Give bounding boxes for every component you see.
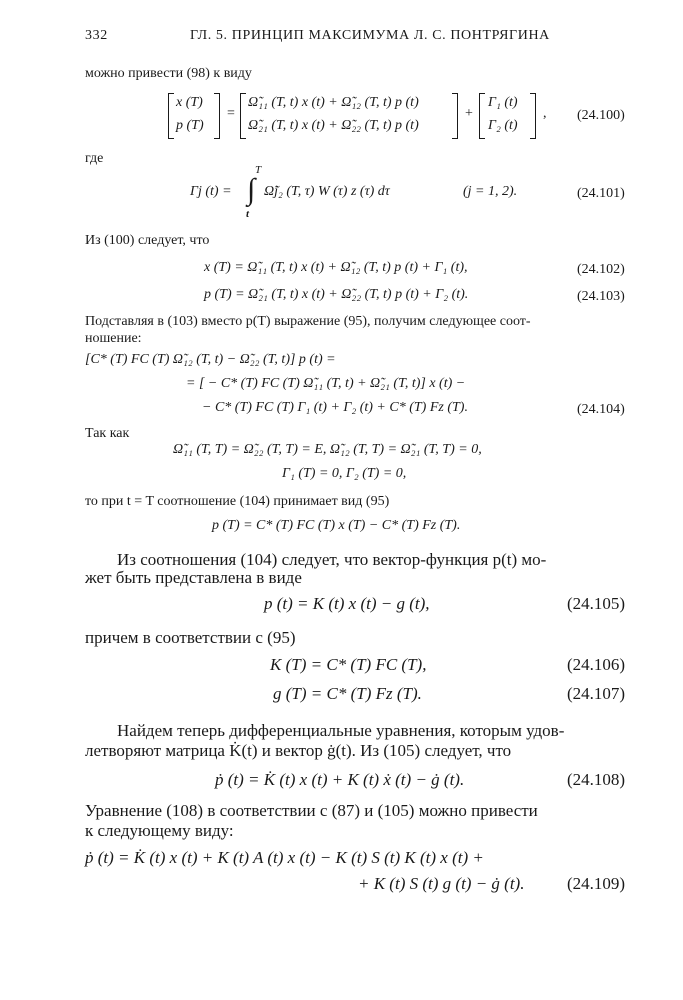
vector-entry: x (T) <box>176 95 203 110</box>
comma: , <box>543 106 547 121</box>
equation-95-form: p (T) = C* (T) FC (T) x (T) − C* (T) Fz (T). <box>212 518 461 533</box>
equation-number: (24.105) <box>567 594 626 613</box>
equation-24-104-line-1: [C* (T) FC (T) Ω̃₁₂ (T, t) − Ω̃₂₂ (T, t)] p (t) = <box>85 352 336 367</box>
identity-line-1: Ω̃₁₁ (T, T) = Ω̃₂₂ (T, T) = E, Ω̃₁₂ (T, T) = Ω̃₂₁ (T, T) = 0, <box>173 442 482 457</box>
integral-body: Ω̃j₂ (T, τ) W (τ) z (τ) dτ <box>264 184 390 199</box>
equation-number: (24.103) <box>577 289 625 304</box>
equation-number: (24.109) <box>567 874 626 893</box>
equation-number: (24.104) <box>577 402 625 417</box>
equation-24-108: ṗ (t) = K̇ (t) x (t) + K (t) ẋ (t) − ġ (t). <box>215 770 465 789</box>
bracket-right <box>452 93 458 139</box>
equation-24-109-line-2: + K (t) S (t) g (t) − ġ (t). <box>358 874 525 893</box>
integral-lower-limit: t <box>246 208 250 220</box>
equation-24-105: p (t) = K (t) x (t) − g (t), <box>264 594 430 613</box>
equation-number: (24.107) <box>567 684 626 703</box>
equals-sign: = <box>227 106 235 121</box>
index-condition: (j = 1, 2). <box>463 184 518 199</box>
equation-24-103: p (T) = Ω̃₂₁ (T, t) x (t) + Ω̃₂₂ (T, t) p (t) + Γ₂ (t). <box>204 287 469 302</box>
vector-entry: Γ₂ (t) <box>488 118 518 133</box>
text-line: Найдем теперь дифференциальные уравнения, которым удов- <box>117 721 565 740</box>
text-line: ношение: <box>85 331 142 346</box>
equation-24-109-line-1: ṗ (t) = K̇ (t) x (t) + K (t) A (t) x (t) − K (t) S (t) K (t) x (t) + <box>85 848 484 867</box>
text-line: к следующему виду: <box>85 821 234 840</box>
page-number: 332 <box>85 28 108 43</box>
integral-sign: ∫ <box>247 173 256 206</box>
equation-24-106: K (T) = C* (T) FC (T), <box>270 655 427 674</box>
text-line: причем в соответствии с (95) <box>85 628 296 647</box>
bracket-left <box>240 93 246 139</box>
equation-24-102: x (T) = Ω̃₁₁ (T, t) x (t) + Ω̃₁₂ (T, t) p (t) + Γ₁ (t), <box>204 260 468 275</box>
equation-number: (24.100) <box>577 108 625 123</box>
text-line: Так как <box>85 426 130 441</box>
bracket-left <box>479 93 485 139</box>
equation-24-104-line-3: − C* (T) FC (T) Γ₁ (t) + Γ₂ (t) + C* (T) Fz (T). <box>202 400 468 415</box>
plus-sign: + <box>465 106 473 121</box>
bracket-right <box>530 93 536 139</box>
equation-24-107: g (T) = C* (T) Fz (T). <box>273 684 422 703</box>
equation-number: (24.101) <box>577 186 625 201</box>
vector-entry: p (T) <box>176 118 204 133</box>
text-line: где <box>85 151 104 166</box>
equation-number: (24.108) <box>567 770 626 789</box>
equation-number: (24.102) <box>577 262 625 277</box>
text-line: жет быть представлена в виде <box>85 568 302 587</box>
text-line: можно привести (98) к виду <box>85 66 252 81</box>
equation-24-104-line-2: = [ − C* (T) FC (T) Ω̃₁₁ (T, t) + Ω̃₂₁ (T, t)] x (t) − <box>186 376 466 391</box>
equation-number: (24.106) <box>567 655 626 674</box>
text-line: летворяют матрица K̇(t) и вектор ġ(t). Из (105) следует, что <box>85 741 512 760</box>
text-line: Из (100) следует, что <box>85 233 210 248</box>
text-line: Подставляя в (103) вместо p(T) выражение (95), получим следующее соот- <box>85 314 531 329</box>
text-line: то при t = T соотношение (104) принимает вид (95) <box>85 494 390 509</box>
equation-lhs: Γj (t) = <box>190 184 232 199</box>
matrix-entry: Ω̃₁₁ (T, t) x (t) + Ω̃₁₂ (T, t) p (t) <box>248 95 419 110</box>
vector-entry: Γ₁ (t) <box>488 95 518 110</box>
bracket-right <box>214 93 220 139</box>
bracket-left <box>168 93 174 139</box>
integral-upper-limit: T <box>255 164 262 176</box>
running-title: ГЛ. 5. ПРИНЦИП МАКСИМУМА Л. С. ПОНТРЯГИНА <box>190 28 550 43</box>
identity-line-2: Γ₁ (T) = 0, Γ₂ (T) = 0, <box>282 466 407 481</box>
text-line: Уравнение (108) в соответствии с (87) и (105) можно привести <box>85 801 538 820</box>
text-line: Из соотношения (104) следует, что вектор-функция p(t) мо- <box>117 550 547 569</box>
matrix-entry: Ω̃₂₁ (T, t) x (t) + Ω̃₂₂ (T, t) p (t) <box>248 118 419 133</box>
